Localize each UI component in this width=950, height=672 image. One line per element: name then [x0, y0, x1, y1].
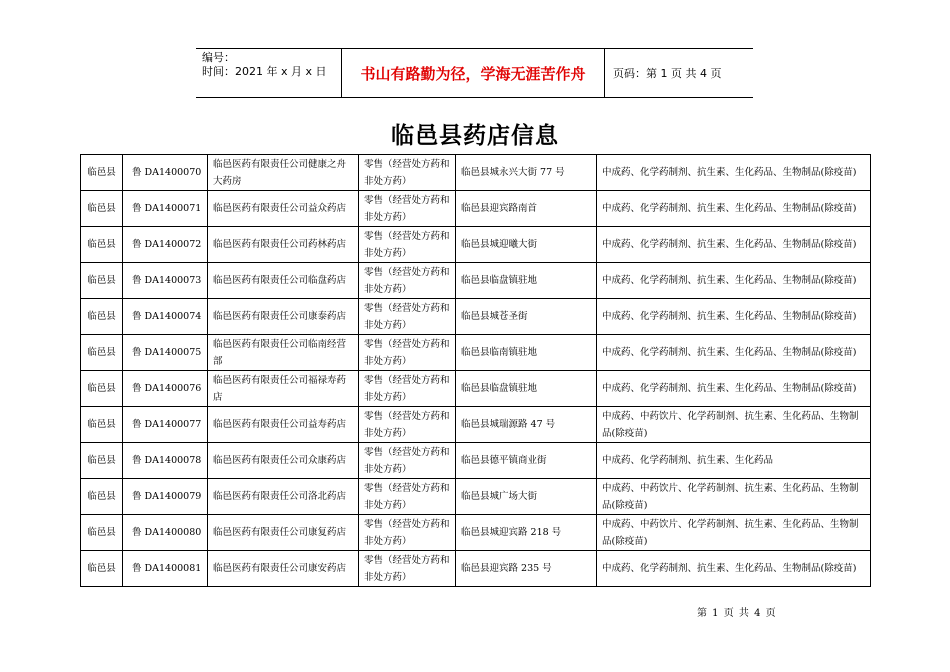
cell-address: 临邑县城苍圣街	[456, 299, 597, 335]
cell-license-code: 鲁 DA1400079	[123, 479, 208, 515]
cell-address: 临邑县城广场大街	[456, 479, 597, 515]
table-row	[81, 299, 871, 335]
cell-store-name: 临邑医药有限责任公司福禄寿药店	[208, 371, 359, 407]
cell-license-code: 鲁 DA1400073	[123, 263, 208, 299]
table-row	[81, 479, 871, 515]
cell-business-scope: 中成药、化学药制剂、抗生素、生化药品、生物制品(除疫苗)	[597, 335, 871, 371]
cell-business-scope: 中成药、中药饮片、化学药制剂、抗生素、生化药品、生物制品(除疫苗)	[597, 515, 871, 551]
cell-address: 临邑县临盘镇驻地	[456, 263, 597, 299]
cell-business-type: 零售（经营处方药和非处方药）	[359, 551, 456, 587]
cell-store-name: 临邑医药有限责任公司药林药店	[208, 227, 359, 263]
cell-license-code: 鲁 DA1400077	[123, 407, 208, 443]
cell-address: 临邑县迎宾路南首	[456, 191, 597, 227]
cell-business-scope: 中成药、化学药制剂、抗生素、生化药品	[597, 443, 871, 479]
cell-business-type: 零售（经营处方药和非处方药）	[359, 299, 456, 335]
pharmacy-table	[80, 154, 871, 587]
cell-business-scope: 中成药、化学药制剂、抗生素、生化药品、生物制品(除疫苗)	[597, 155, 871, 191]
cell-business-type: 零售（经营处方药和非处方药）	[359, 263, 456, 299]
cell-store-name: 临邑医药有限责任公司临南经营部	[208, 335, 359, 371]
table-row	[81, 227, 871, 263]
cell-license-code: 鲁 DA1400070	[123, 155, 208, 191]
cell-county: 临邑县	[81, 407, 123, 443]
cell-license-code: 鲁 DA1400080	[123, 515, 208, 551]
table-row	[81, 515, 871, 551]
cell-county: 临邑县	[81, 155, 123, 191]
cell-county: 临邑县	[81, 227, 123, 263]
cell-county: 临邑县	[81, 371, 123, 407]
cell-address: 临邑县迎宾路 235 号	[456, 551, 597, 587]
cell-business-type: 零售（经营处方药和非处方药）	[359, 371, 456, 407]
cell-store-name: 临邑医药有限责任公司临盘药店	[208, 263, 359, 299]
cell-store-name: 临邑医药有限责任公司康复药店	[208, 515, 359, 551]
table-row	[81, 443, 871, 479]
cell-license-code: 鲁 DA1400072	[123, 227, 208, 263]
table-row	[81, 263, 871, 299]
cell-business-type: 零售（经营处方药和非处方药）	[359, 155, 456, 191]
page-header	[196, 48, 753, 98]
cell-license-code: 鲁 DA1400081	[123, 551, 208, 587]
cell-license-code: 鲁 DA1400078	[123, 443, 208, 479]
cell-county: 临邑县	[81, 335, 123, 371]
cell-store-name: 临邑医药有限责任公司健康之舟大药房	[208, 155, 359, 191]
cell-business-scope: 中成药、化学药制剂、抗生素、生化药品、生物制品(除疫苗)	[597, 227, 871, 263]
cell-business-type: 零售（经营处方药和非处方药）	[359, 515, 456, 551]
cell-address: 临邑县德平镇商业街	[456, 443, 597, 479]
cell-business-scope: 中成药、化学药制剂、抗生素、生化药品、生物制品(除疫苗)	[597, 299, 871, 335]
cell-business-scope: 中成药、化学药制剂、抗生素、生化药品、生物制品(除疫苗)	[597, 191, 871, 227]
cell-address: 临邑县临南镇驻地	[456, 335, 597, 371]
header-slogan: 书山有路勤为径，学海无涯苦作舟	[342, 49, 605, 97]
table-row	[81, 155, 871, 191]
cell-business-scope: 中成药、中药饮片、化学药制剂、抗生素、生化药品、生物制品(除疫苗)	[597, 407, 871, 443]
cell-business-scope: 中成药、化学药制剂、抗生素、生化药品、生物制品(除疫苗)	[597, 263, 871, 299]
table-row	[81, 407, 871, 443]
cell-store-name: 临邑医药有限责任公司康泰药店	[208, 299, 359, 335]
cell-address: 临邑县城迎曦大街	[456, 227, 597, 263]
cell-store-name: 临邑医药有限责任公司益寿药店	[208, 407, 359, 443]
cell-business-type: 零售（经营处方药和非处方药）	[359, 407, 456, 443]
page-footer: 第 1 页 共 4 页	[697, 608, 776, 619]
header-page-info: 页码：第 1 页 共 4 页	[613, 67, 722, 80]
table-row	[81, 335, 871, 371]
cell-county: 临邑县	[81, 191, 123, 227]
cell-store-name: 临邑医药有限责任公司康安药店	[208, 551, 359, 587]
cell-business-scope: 中成药、化学药制剂、抗生素、生化药品、生物制品(除疫苗)	[597, 371, 871, 407]
cell-address: 临邑县城瑞源路 47 号	[456, 407, 597, 443]
cell-store-name: 临邑医药有限责任公司众康药店	[208, 443, 359, 479]
table-row	[81, 551, 871, 587]
page-title: 临邑县药店信息	[391, 122, 559, 149]
cell-license-code: 鲁 DA1400076	[123, 371, 208, 407]
cell-business-type: 零售（经营处方药和非处方药）	[359, 227, 456, 263]
cell-business-scope: 中成药、化学药制剂、抗生素、生化药品、生物制品(除疫苗)	[597, 551, 871, 587]
cell-store-name: 临邑医药有限责任公司益众药店	[208, 191, 359, 227]
cell-county: 临邑县	[81, 263, 123, 299]
table-body	[81, 155, 871, 587]
cell-store-name: 临邑医药有限责任公司洛北药店	[208, 479, 359, 515]
cell-county: 临邑县	[81, 299, 123, 335]
cell-address: 临邑县临盘镇驻地	[456, 371, 597, 407]
cell-county: 临邑县	[81, 479, 123, 515]
cell-business-type: 零售（经营处方药和非处方药）	[359, 479, 456, 515]
cell-license-code: 鲁 DA1400071	[123, 191, 208, 227]
cell-county: 临邑县	[81, 443, 123, 479]
cell-county: 临邑县	[81, 551, 123, 587]
cell-county: 临邑县	[81, 515, 123, 551]
header-meta	[196, 49, 342, 97]
time-label: 时间：2021 年 x 月 x 日	[202, 65, 327, 78]
cell-business-type: 零售（经营处方药和非处方药）	[359, 335, 456, 371]
number-label: 编号：	[202, 51, 235, 64]
cell-address: 临邑县城迎宾路 218 号	[456, 515, 597, 551]
table-row	[81, 191, 871, 227]
cell-address: 临邑县城永兴大街 77 号	[456, 155, 597, 191]
table-row	[81, 371, 871, 407]
cell-license-code: 鲁 DA1400074	[123, 299, 208, 335]
cell-business-type: 零售（经营处方药和非处方药）	[359, 191, 456, 227]
cell-license-code: 鲁 DA1400075	[123, 335, 208, 371]
cell-business-scope: 中成药、中药饮片、化学药制剂、抗生素、生化药品、生物制品(除疫苗)	[597, 479, 871, 515]
cell-business-type: 零售（经营处方药和非处方药）	[359, 443, 456, 479]
